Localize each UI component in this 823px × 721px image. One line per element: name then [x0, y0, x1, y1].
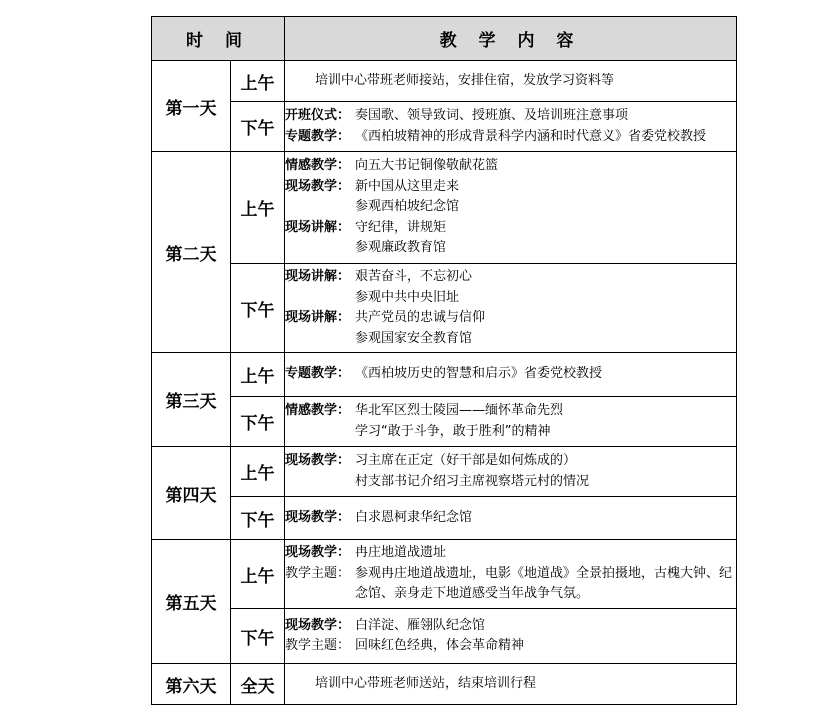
- schedule-row: [152, 609, 737, 664]
- session-content: [285, 152, 737, 264]
- session-content: [285, 61, 737, 102]
- content-line: [285, 238, 736, 259]
- content-text: 参观廉政教育馆: [355, 240, 447, 256]
- content-line: [285, 543, 736, 564]
- session-content: [285, 397, 737, 447]
- activity-label: 现场教学：: [285, 545, 351, 561]
- session-label: 下午: [231, 497, 285, 540]
- content-text: 培训中心带班老师接站，安排住宿，发放学习资料等: [315, 72, 615, 88]
- content-line: [285, 218, 736, 239]
- activity-label: 情感教学：: [285, 403, 351, 418]
- content-line: [285, 674, 736, 695]
- activity-label: 现场教学：: [285, 178, 351, 194]
- schedule-row: [152, 540, 737, 609]
- schedule-row: [152, 397, 737, 447]
- content-text: 《西柏坡历史的智慧和启示》省委党校教授: [355, 366, 603, 382]
- content-line: [285, 401, 736, 422]
- content-text: 冉庄地道战遗址: [355, 545, 447, 561]
- session-label: 下午: [231, 264, 285, 353]
- schedule-row: [152, 152, 737, 264]
- content-line: [285, 197, 736, 218]
- content-text: 参观西柏坡纪念馆: [355, 199, 460, 215]
- schedule-row: [152, 497, 737, 540]
- activity-label: 专题教学：: [285, 128, 351, 144]
- content-text: 奏国歌、领导致词、授班旗、及培训班注意事项: [355, 108, 629, 123]
- session-content: [285, 353, 737, 397]
- content-line: [285, 177, 736, 198]
- activity-label: 现场教学：: [285, 617, 351, 633]
- schedule-row: [152, 447, 737, 497]
- topic-label: 教学主题：: [285, 638, 351, 653]
- content-line: [285, 451, 736, 472]
- content-text: 参观中共中央旧址: [355, 289, 460, 305]
- session-content: [285, 497, 737, 540]
- activity-label: 情感教学：: [285, 158, 351, 174]
- activity-label: 现场教学：: [285, 453, 351, 468]
- session-content: [285, 102, 737, 152]
- session-content: [285, 540, 737, 609]
- header-content: 教 学 内 容: [285, 17, 737, 61]
- content-line: [285, 616, 736, 637]
- session-label: 下午: [231, 609, 285, 664]
- content-line: [285, 422, 736, 443]
- schedule-row: [152, 353, 737, 397]
- session-content: [285, 664, 737, 705]
- content-text: 守纪律，讲规矩: [355, 219, 447, 235]
- activity-label: 现场讲解：: [285, 219, 351, 235]
- content-text: 回味红色经典，体会革命精神: [355, 638, 525, 653]
- content-text: 华北军区烈士陵园——缅怀革命先烈: [355, 403, 564, 418]
- session-label: 下午: [231, 102, 285, 152]
- content-line: [285, 364, 736, 385]
- header-time: 时 间: [152, 17, 285, 61]
- activity-label: 专题教学：: [285, 366, 351, 382]
- content-line: [285, 267, 736, 288]
- day-label: 第四天: [152, 447, 231, 540]
- session-label: 上午: [231, 61, 285, 102]
- content-text: 白洋淀、雁翎队纪念馆: [355, 617, 486, 633]
- content-text: 参观国家安全教育馆: [355, 330, 473, 346]
- content-text: 学习“敢于斗争，敢于胜利”的精神: [355, 423, 551, 439]
- schedule-row: [152, 664, 737, 705]
- content-line: [285, 71, 736, 92]
- content-text: 村支部书记介绍习主席视察塔元村的情况: [355, 473, 590, 489]
- content-text: 培训中心带班老师送站，结束培训行程: [315, 675, 537, 691]
- content-line: [285, 329, 736, 350]
- content-text: 白求恩柯隶华纪念馆: [355, 509, 473, 525]
- content-line: [285, 156, 736, 177]
- header-row: [152, 17, 737, 61]
- schedule-row: [152, 61, 737, 102]
- content-line: [285, 288, 736, 309]
- schedule-table: [151, 16, 737, 705]
- content-line: [285, 636, 736, 657]
- session-label: 下午: [231, 397, 285, 447]
- schedule-row: [152, 102, 737, 152]
- activity-label: 现场讲解：: [285, 310, 351, 325]
- activity-label: 现场教学：: [285, 509, 351, 525]
- session-label: 上午: [231, 447, 285, 497]
- activity-label: 开班仪式：: [285, 108, 351, 123]
- session-content: [285, 264, 737, 353]
- content-line: [285, 564, 736, 605]
- content-text: 习主席在正定（好干部是如何炼成的）: [355, 453, 577, 468]
- content-text: 艰苦奋斗，不忘初心: [355, 269, 473, 284]
- content-line: [285, 508, 736, 529]
- session-label: 全天: [231, 664, 285, 705]
- content-line: [285, 127, 736, 148]
- topic-label: 教学主题：: [285, 565, 351, 581]
- day-label: 第三天: [152, 353, 231, 447]
- content-line: [285, 308, 736, 329]
- schedule-row: [152, 264, 737, 353]
- activity-label: 现场讲解：: [285, 269, 351, 284]
- content-line: [285, 472, 736, 493]
- day-label: 第一天: [152, 61, 231, 152]
- day-label: 第五天: [152, 540, 231, 664]
- day-label: 第六天: [152, 664, 231, 705]
- day-label: 第二天: [152, 152, 231, 353]
- session-label: 上午: [231, 353, 285, 397]
- content-line: [285, 106, 736, 127]
- content-text: 《西柏坡精神的形成背景科学内涵和时代意义》省委党校教授: [355, 128, 707, 144]
- content-text: 新中国从这里走来: [355, 178, 460, 194]
- content-text: 共产党员的忠诚与信仰: [355, 310, 486, 325]
- session-content: [285, 609, 737, 664]
- schedule-body: [152, 61, 737, 705]
- session-label: 上午: [231, 152, 285, 264]
- content-text: 向五大书记铜像敬献花篮: [355, 158, 499, 174]
- session-label: 上午: [231, 540, 285, 609]
- content-text: 参观冉庄地道战遗址，电影《地道战》全景拍摄地，古槐大钟、纪念馆、亲身走下地道感受当年战争气氛。: [355, 565, 733, 602]
- session-content: [285, 447, 737, 497]
